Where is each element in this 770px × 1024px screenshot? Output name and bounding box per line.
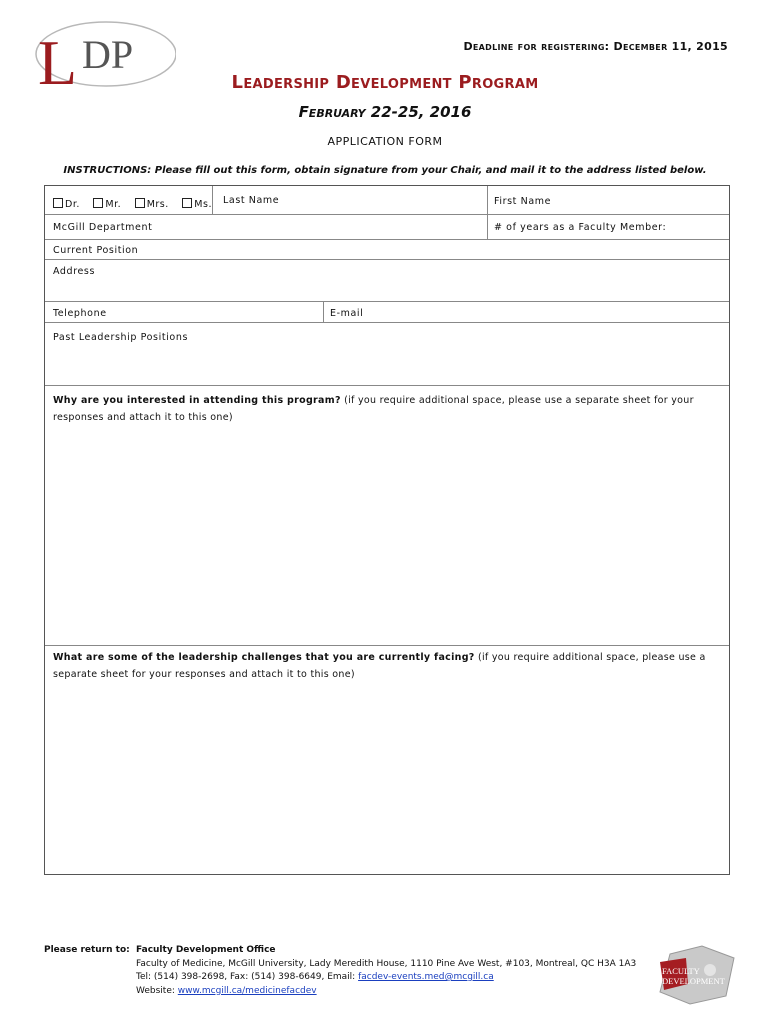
program-dates: February 22-25, 2016 [298,103,472,121]
checkbox-icon[interactable] [93,198,103,208]
option-dr[interactable]: Dr. [53,199,80,210]
office-address: Faculty of Medicine, McGill University, Lady Meredith House, 1110 Pine Ave West, #103, Montreal, QC H3A 1A3 [136,958,637,969]
telephone-label: Telephone [53,308,107,319]
option-ms[interactable]: Ms. [182,199,212,210]
form-heading: APPLICATION FORM [327,135,443,148]
application-form [44,185,730,875]
svg-text:DEVELOPMENT: DEVELOPMENT [662,976,725,986]
last-name-field[interactable] [212,186,487,214]
checkbox-icon[interactable] [135,198,145,208]
office-name: Faculty Development Office [136,945,276,955]
email-link[interactable]: facdev-events.med@mcgill.ca [358,972,494,982]
first-name-field[interactable] [487,186,729,214]
email-field[interactable] [323,302,729,322]
checkbox-icon[interactable] [182,198,192,208]
checkbox-icon[interactable] [53,198,63,208]
department-label: McGill Department [53,222,153,233]
email-label: E-mail [330,308,364,319]
address-label: Address [53,266,96,277]
address-field[interactable] [45,260,729,302]
department-row [45,215,729,240]
deadline-text: Deadline for registering: December 11, 2015 [463,40,728,53]
page-title: Leadership Development Program [231,72,539,93]
name-row [45,186,729,215]
website-line: Website: www.mcgill.ca/medicinefacdev [136,985,317,996]
department-field[interactable] [45,215,487,239]
contact-row [45,302,729,323]
svg-text:L: L [38,27,78,96]
question-interest-field[interactable] [45,386,729,646]
last-name-label: Last Name [223,195,280,206]
instructions: INSTRUCTIONS: Please fill out this form, obtain signature from your Chair, and mail it to the address listed below. [63,165,707,176]
first-name-label: First Name [494,196,552,207]
question-challenges: What are some of the leadership challenges that you are currently facing? (if you require additional space, please use a separate sheet for your responses and attach it to this one) [53,652,706,680]
faculty-development-logo [640,940,740,1010]
position-label: Current Position [53,245,139,256]
position-field[interactable] [45,240,729,260]
svg-text:FACULTY: FACULTY [662,966,700,976]
telephone-field[interactable] [45,302,323,322]
option-mrs[interactable]: Mrs. [135,199,169,210]
return-address [136,944,696,998]
contact-line: Tel: (514) 398-2698, Fax: (514) 398-6649, Email: facdev-events.med@mcgill.ca [136,972,494,982]
svg-text:DP: DP [82,32,134,77]
website-link[interactable]: www.mcgill.ca/medicinefacdev [177,985,317,996]
years-field[interactable] [487,215,729,239]
title-options [53,198,222,210]
return-label: Please return to: [44,945,130,955]
years-label: # of years as a Faculty Member: [494,222,667,233]
past-positions-field[interactable] [45,323,729,386]
option-mr[interactable]: Mr. [93,199,121,210]
question-challenges-field[interactable] [45,646,729,874]
past-positions-label: Past Leadership Positions [53,332,188,343]
question-interest: Why are you interested in attending this program? (if you require additional space, please use a separate sheet for your responses and attach it to this one) [53,395,694,423]
